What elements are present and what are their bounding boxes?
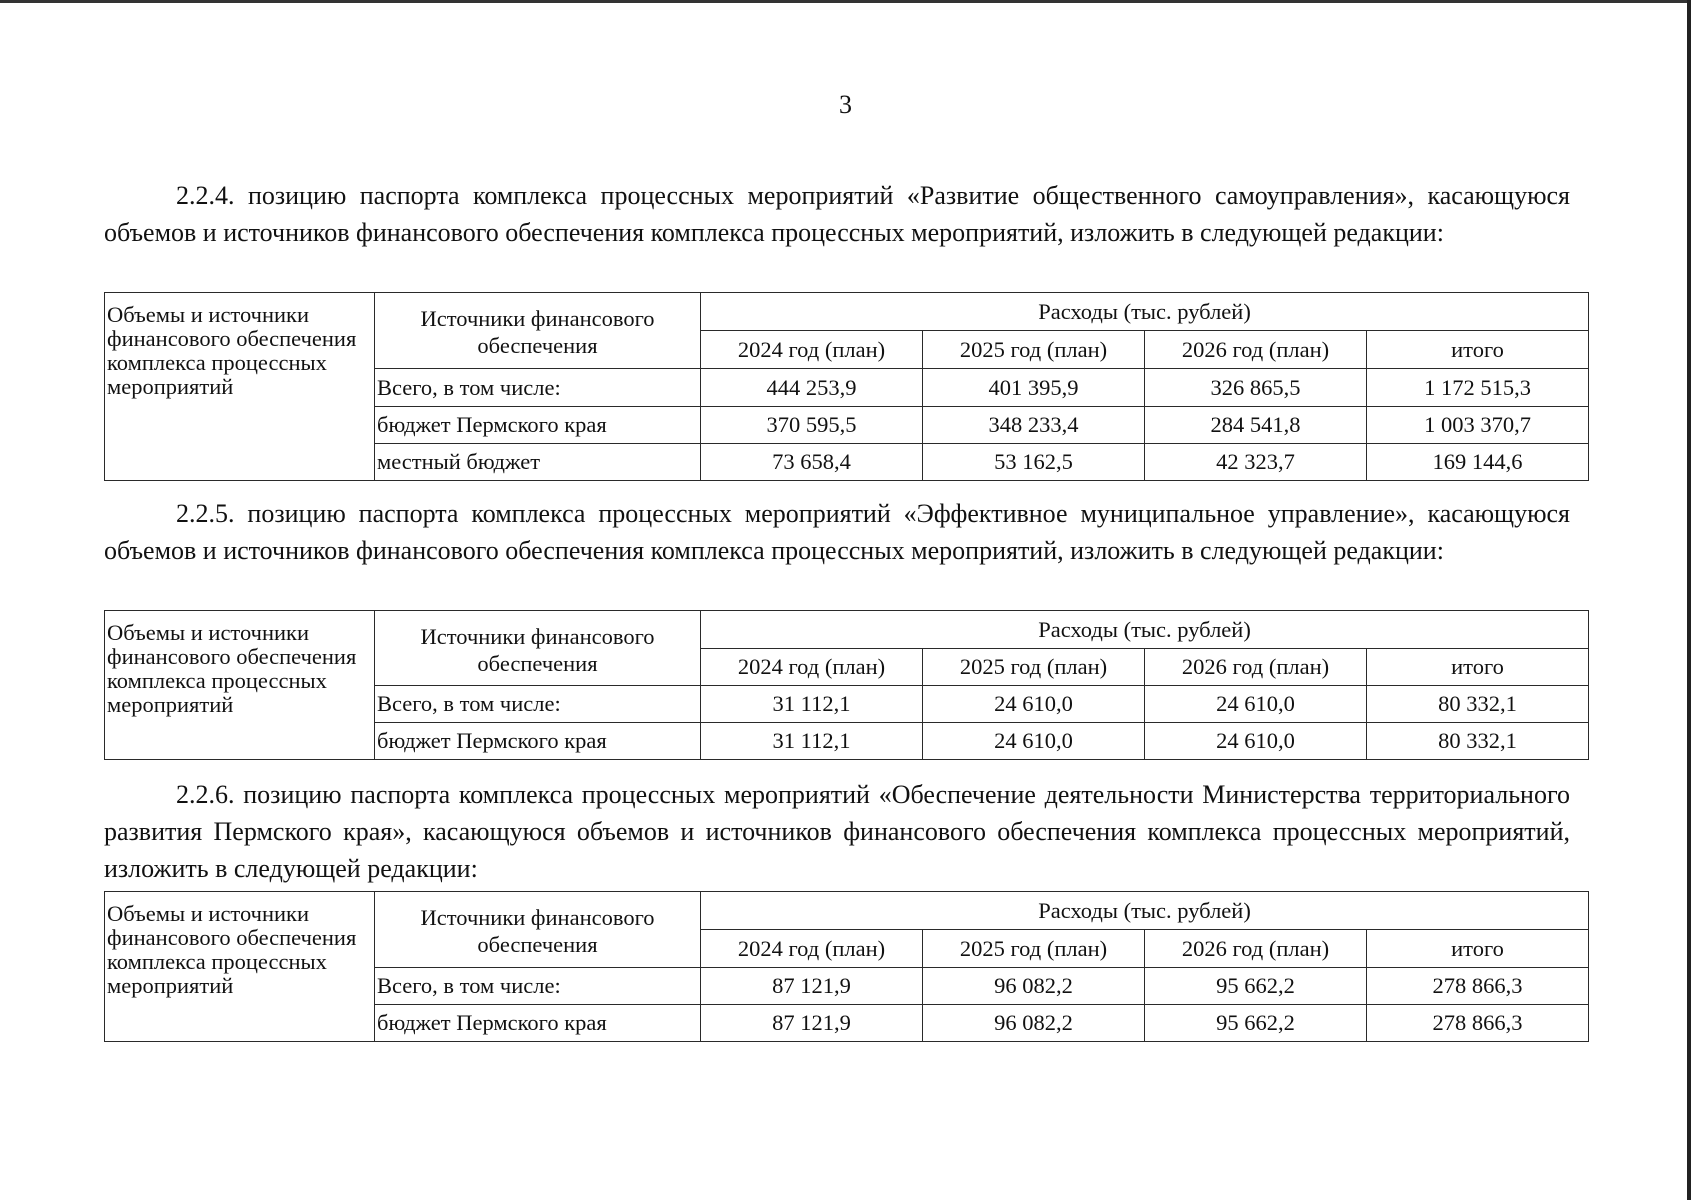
table-label: Объемы и источники финансового обеспечения комплекса процессных мероприятий <box>105 293 375 481</box>
value-cell: 42 323,7 <box>1145 444 1367 481</box>
total-header: итого <box>1367 649 1589 686</box>
year-header: 2024 год (план) <box>701 331 923 369</box>
value-cell: 96 082,2 <box>923 1005 1145 1042</box>
value-cell: 24 610,0 <box>923 686 1145 723</box>
row-label: Всего, в том числе: <box>375 686 701 723</box>
year-header: 2025 год (план) <box>923 649 1145 686</box>
value-cell: 370 595,5 <box>701 407 923 444</box>
value-cell: 73 658,4 <box>701 444 923 481</box>
page-number: 3 <box>839 90 852 119</box>
financing-table-2-2-6 <box>104 891 1589 1042</box>
financing-table-2-2-4 <box>104 292 1589 481</box>
row-label: местный бюджет <box>375 444 701 481</box>
total-cell: 80 332,1 <box>1367 723 1589 760</box>
value-cell: 24 610,0 <box>1145 723 1367 760</box>
value-cell: 24 610,0 <box>923 723 1145 760</box>
row-label: бюджет Пермского края <box>375 407 701 444</box>
value-cell: 401 395,9 <box>923 369 1145 407</box>
total-cell: 278 866,3 <box>1367 968 1589 1005</box>
value-cell: 284 541,8 <box>1145 407 1367 444</box>
row-label: бюджет Пермского края <box>375 723 701 760</box>
value-cell: 87 121,9 <box>701 1005 923 1042</box>
value-cell: 95 662,2 <box>1145 1005 1367 1042</box>
total-cell: 1 172 515,3 <box>1367 369 1589 407</box>
year-header: 2025 год (план) <box>923 930 1145 968</box>
value-cell: 348 233,4 <box>923 407 1145 444</box>
value-cell: 95 662,2 <box>1145 968 1367 1005</box>
sources-header: Источники финансового обеспечения <box>375 611 701 686</box>
financing-table-2-2-5 <box>104 610 1589 760</box>
sources-header: Источники финансового обеспечения <box>375 892 701 968</box>
total-cell: 1 003 370,7 <box>1367 407 1589 444</box>
value-cell: 31 112,1 <box>701 686 923 723</box>
paragraph-2-2-4: 2.2.4. позицию паспорта комплекса процессных мероприятий «Развитие общественного самоуправления», касающуюся объемов и источников финансового обеспечения комплекса процессных мероприятий, изложить в следующей редакции: <box>104 181 1570 247</box>
total-header: итого <box>1367 930 1589 968</box>
table-label: Объемы и источники финансового обеспечения комплекса процессных мероприятий <box>105 892 375 1042</box>
expenses-header: Расходы (тыс. рублей) <box>701 293 1589 331</box>
value-cell: 444 253,9 <box>701 369 923 407</box>
year-header: 2025 год (план) <box>923 331 1145 369</box>
value-cell: 96 082,2 <box>923 968 1145 1005</box>
row-label: Всего, в том числе: <box>375 968 701 1005</box>
year-header: 2026 год (план) <box>1145 649 1367 686</box>
value-cell: 31 112,1 <box>701 723 923 760</box>
total-cell: 80 332,1 <box>1367 686 1589 723</box>
total-cell: 169 144,6 <box>1367 444 1589 481</box>
total-cell: 278 866,3 <box>1367 1005 1589 1042</box>
paragraph-2-2-5: 2.2.5. позицию паспорта комплекса процессных мероприятий «Эффективное муниципальное управление», касающуюся объемов и источников финансового обеспечения комплекса процессных мероприятий, изложить в следующей редакции: <box>104 499 1570 565</box>
value-cell: 24 610,0 <box>1145 686 1367 723</box>
row-label: бюджет Пермского края <box>375 1005 701 1042</box>
year-header: 2024 год (план) <box>701 649 923 686</box>
expenses-header: Расходы (тыс. рублей) <box>701 611 1589 649</box>
year-header: 2026 год (план) <box>1145 930 1367 968</box>
table-label: Объемы и источники финансового обеспечения комплекса процессных мероприятий <box>105 611 375 760</box>
page-top-border <box>0 0 1691 3</box>
sources-header: Источники финансового обеспечения <box>375 293 701 369</box>
year-header: 2024 год (план) <box>701 930 923 968</box>
year-header: 2026 год (план) <box>1145 331 1367 369</box>
value-cell: 87 121,9 <box>701 968 923 1005</box>
row-label: Всего, в том числе: <box>375 369 701 407</box>
scan-edge-mark <box>1687 0 1691 1200</box>
value-cell: 326 865,5 <box>1145 369 1367 407</box>
value-cell: 53 162,5 <box>923 444 1145 481</box>
expenses-header: Расходы (тыс. рублей) <box>701 892 1589 930</box>
paragraph-2-2-6: 2.2.6. позицию паспорта комплекса процессных мероприятий «Обеспечение деятельности Министерства территориального развития Пермского края», касающуюся объемов и источников финансового обеспечения комплекса процессных мероприятий, изложить в следующей редакции: <box>104 780 1570 883</box>
total-header: итого <box>1367 331 1589 369</box>
